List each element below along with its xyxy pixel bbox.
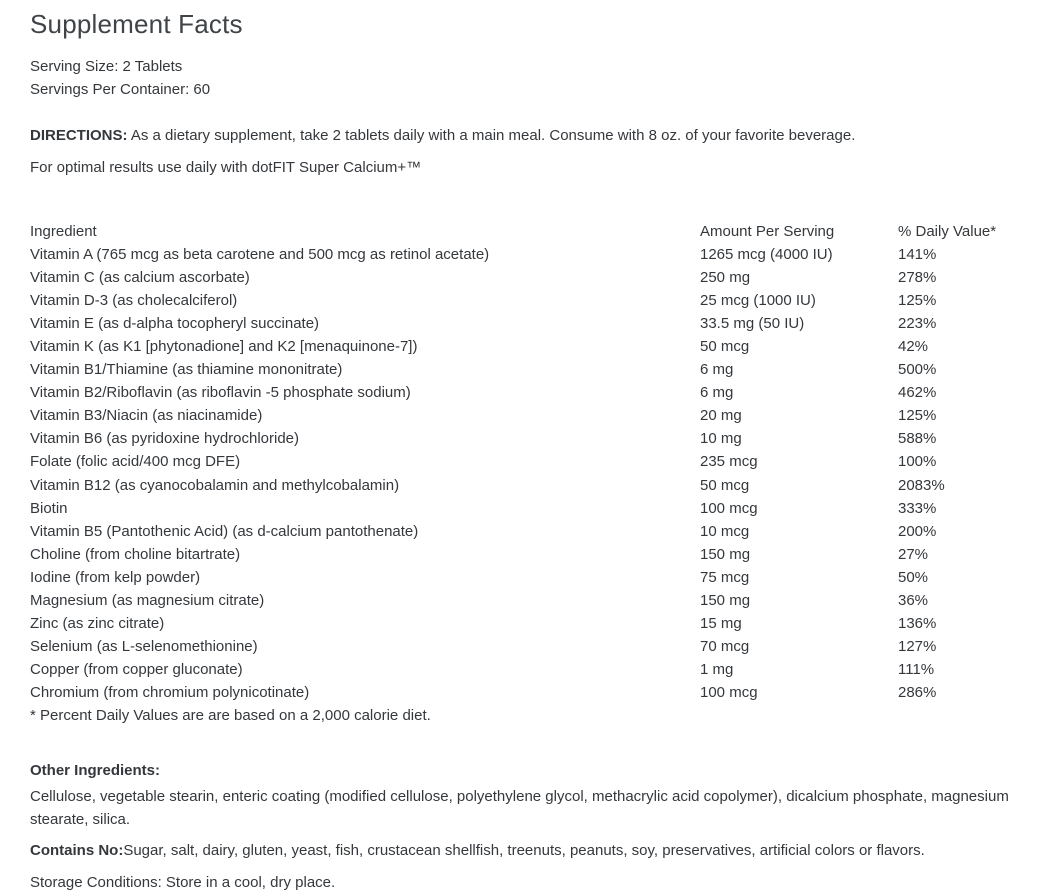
- storage-conditions: Storage Conditions: Store in a cool, dry place.: [30, 874, 336, 892]
- daily-value-percent: 286%: [898, 684, 937, 702]
- daily-value-percent: 136%: [898, 615, 937, 633]
- amount-per-serving: 6 mg: [700, 384, 734, 402]
- page-title: Supplement Facts: [30, 9, 243, 39]
- amount-per-serving: 10 mg: [700, 430, 742, 448]
- amount-per-serving: 75 mcg: [700, 568, 750, 586]
- ingredient-table: [30, 220, 1040, 728]
- directions-text: As a dietary supplement, take 2 tablets daily with a main meal. Consume with 8 oz. of your favorite beverage.: [127, 126, 856, 144]
- amount-per-serving: 50 mcg: [700, 337, 750, 355]
- ingredient-name: Vitamin E (as d-alpha tocopheryl succinate): [30, 314, 320, 332]
- servings-per-container: Servings Per Container: 60: [30, 80, 211, 98]
- daily-value-percent: 100%: [898, 453, 937, 471]
- ingredient-name: Vitamin B1/Thiamine (as thiamine mononitrate): [30, 361, 343, 379]
- amount-per-serving: 150 mg: [700, 592, 751, 609]
- amount-per-serving: 50 mcg: [700, 476, 750, 494]
- table-row: [30, 381, 1040, 404]
- daily-value-percent: 333%: [898, 499, 937, 517]
- table-row: [30, 404, 1040, 427]
- ingredient-name: Magnesium (as magnesium citrate): [30, 592, 265, 609]
- ingredient-name: Vitamin C (as calcium ascorbate): [30, 268, 250, 286]
- amount-per-serving: 100 mcg: [700, 499, 758, 517]
- amount-per-serving: 150 mg: [700, 545, 751, 563]
- amount-per-serving: 15 mg: [700, 615, 742, 633]
- daily-value-percent: 111%: [898, 661, 935, 679]
- ingredient-table-body: [30, 243, 1040, 705]
- table-row: [30, 474, 1040, 497]
- daily-value-percent: 200%: [898, 522, 937, 540]
- ingredient-name: Vitamin D-3 (as cholecalciferol): [30, 291, 238, 309]
- ingredient-name: Selenium (as L-selenomethionine): [30, 638, 258, 656]
- amount-per-serving: 25 mcg (1000 IU): [700, 291, 816, 309]
- ingredient-name: Copper (from copper gluconate): [30, 661, 243, 679]
- daily-value-percent: 2083%: [898, 476, 945, 494]
- table-row: [30, 520, 1040, 543]
- daily-value-percent: 223%: [898, 314, 937, 332]
- ingredient-name: Zinc (as zinc citrate): [30, 615, 165, 633]
- serving-size: Serving Size: 2 Tablets: [30, 57, 183, 75]
- amount-per-serving: 70 mcg: [700, 638, 750, 656]
- amount-per-serving: 100 mcg: [700, 684, 758, 702]
- table-row: [30, 312, 1040, 335]
- contains-no: [30, 839, 1040, 862]
- daily-value-percent: 141%: [898, 245, 937, 263]
- daily-value-percent: 462%: [898, 384, 937, 402]
- table-row: [30, 543, 1040, 566]
- column-header-ingredient: Ingredient: [30, 222, 97, 240]
- daily-value-percent: 588%: [898, 430, 937, 448]
- ingredient-name: Folate (folic acid/400 mcg DFE): [30, 453, 241, 471]
- amount-per-serving: 20 mg: [700, 407, 742, 425]
- table-header-row: [30, 220, 1040, 243]
- daily-value-percent: 127%: [898, 638, 937, 656]
- table-row: [30, 358, 1040, 381]
- table-row: [30, 566, 1040, 589]
- ingredient-name: Vitamin B2/Riboflavin (as riboflavin -5 phosphate sodium): [30, 384, 411, 402]
- amount-per-serving: 1 mg: [700, 661, 734, 679]
- daily-value-percent: 42%: [898, 337, 929, 355]
- table-row: [30, 450, 1040, 473]
- table-row: [30, 681, 1040, 704]
- table-row: [30, 243, 1040, 266]
- daily-value-percent: 36%: [898, 592, 929, 609]
- ingredient-name: Vitamin B5 (Pantothenic Acid) (as d-calcium pantothenate): [30, 522, 419, 540]
- optimal-results-note: For optimal results use daily with dotFIT Super Calcium+™: [30, 158, 422, 176]
- daily-value-percent: 27%: [898, 545, 929, 563]
- table-row: [30, 589, 1040, 612]
- ingredient-name: Biotin: [30, 499, 68, 517]
- daily-value-percent: 278%: [898, 268, 937, 286]
- other-ingredients-label: Other Ingredients:: [30, 762, 161, 780]
- amount-per-serving: 250 mg: [700, 268, 751, 286]
- directions-label: DIRECTIONS:: [30, 126, 128, 144]
- table-row: [30, 335, 1040, 358]
- directions: [30, 124, 1040, 147]
- table-row: [30, 658, 1040, 681]
- amount-per-serving: 10 mcg: [700, 522, 750, 540]
- amount-per-serving: 6 mg: [700, 361, 734, 379]
- table-row: [30, 635, 1040, 658]
- ingredient-name: Vitamin A (765 mcg as beta carotene and 500 mcg as retinol acetate): [30, 245, 490, 263]
- ingredient-name: Iodine (from kelp powder): [30, 568, 201, 586]
- table-row: [30, 427, 1040, 450]
- ingredient-name: Vitamin B3/Niacin (as niacinamide): [30, 407, 263, 425]
- daily-value-percent: 50%: [898, 568, 929, 586]
- footer: [30, 759, 1040, 894]
- column-header-amount: Amount Per Serving: [700, 222, 835, 240]
- ingredient-name: Choline (from choline bitartrate): [30, 545, 241, 563]
- daily-value-footnote: * Percent Daily Values are are based on a 2,000 calorie diet.: [30, 707, 431, 725]
- daily-value-percent: 125%: [898, 291, 937, 309]
- ingredient-name: Vitamin K (as K1 [phytonadione] and K2 [menaquinone-7]): [30, 337, 418, 355]
- contains-no-text: Sugar, salt, dairy, gluten, yeast, fish, crustacean shellfish, treenuts, peanuts, soy, preservatives, artificial colors or flavors.: [123, 842, 925, 860]
- table-row: [30, 612, 1040, 635]
- table-row: [30, 266, 1040, 289]
- amount-per-serving: 33.5 mg (50 IU): [700, 314, 805, 332]
- ingredient-name: Vitamin B6 (as pyridoxine hydrochloride): [30, 430, 300, 448]
- ingredient-name: Vitamin B12 (as cyanocobalamin and methylcobalamin): [30, 476, 400, 494]
- column-header-daily-value: % Daily Value*: [898, 222, 997, 240]
- contains-no-label: Contains No:: [30, 842, 124, 860]
- daily-value-percent: 125%: [898, 407, 937, 425]
- daily-value-percent: 500%: [898, 361, 937, 379]
- other-ingredients-text: Cellulose, vegetable stearin, enteric coating (modified cellulose, polyethylene glycol, methacrylic acid copolymer), dicalcium phosphate, magnesium stearate, silica.: [30, 788, 1009, 829]
- amount-per-serving: 235 mcg: [700, 453, 758, 471]
- table-row: [30, 497, 1040, 520]
- ingredient-name: Chromium (from chromium polynicotinate): [30, 684, 310, 702]
- amount-per-serving: 1265 mcg (4000 IU): [700, 245, 833, 263]
- table-row: [30, 289, 1040, 312]
